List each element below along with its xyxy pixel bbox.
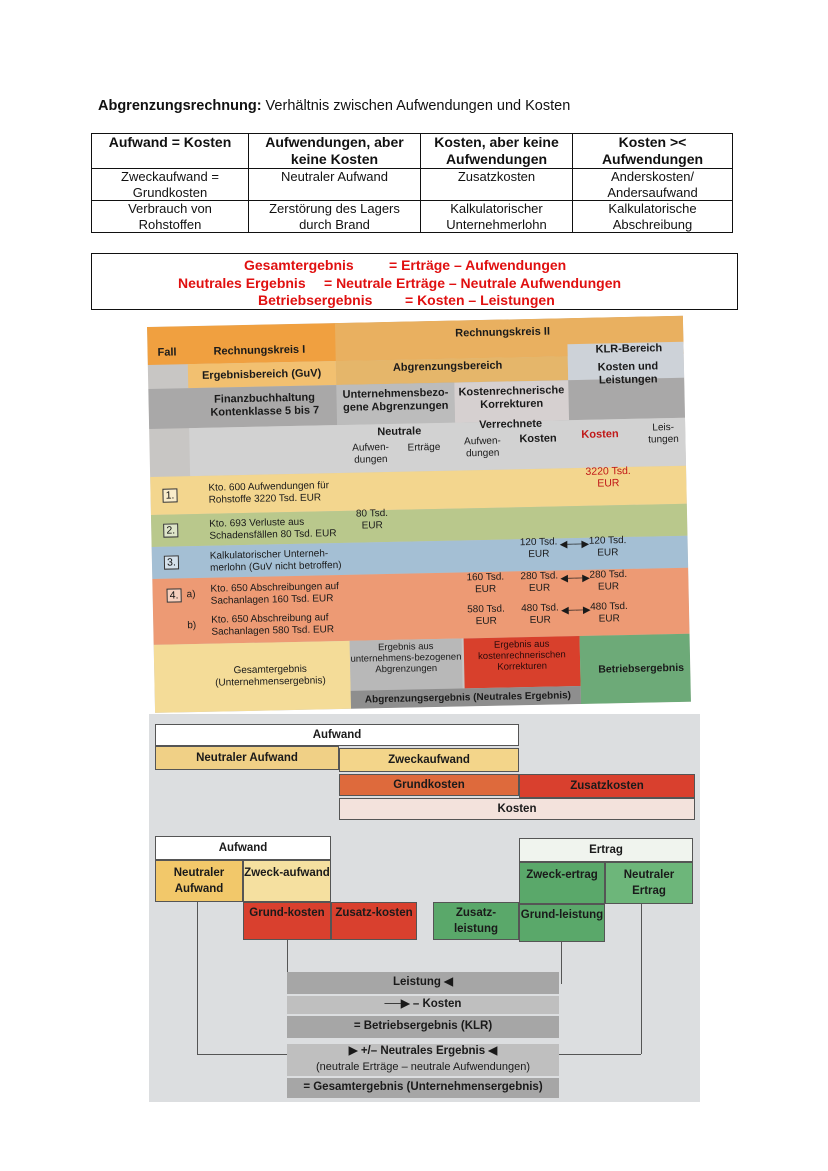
case-number: 2. <box>163 523 178 537</box>
table-cell: Kalkulatorischer Unternehmerlohn <box>421 201 573 233</box>
col-ertraege: Erträge <box>407 441 441 454</box>
arrow-icon: ◀──▶ <box>560 604 591 617</box>
finanzbuchhaltung-label: Finanzbuchhaltung Kontenklasse 5 bis 7 <box>210 391 320 419</box>
zusatzleistung-box: Zusatz-leistung <box>433 902 519 940</box>
table-cell: Zweckaufwand = Grundkosten <box>92 169 249 201</box>
table-header: Kosten, aber keine Aufwendungen <box>421 134 573 169</box>
arrow-left-icon: ◀ <box>488 1045 498 1057</box>
col-aufwendungen: Aufwen-dungen <box>352 441 390 466</box>
neutraler-ertrag-box: Neutraler Ertrag <box>605 862 693 904</box>
table-cell: Neutraler Aufwand <box>249 169 421 201</box>
case-number: 4. <box>166 588 181 602</box>
table-header: Aufwendungen, aber keine Kosten <box>249 134 421 169</box>
formula-right: = Neutrale Erträge – Neutrale Aufwendungen <box>324 274 622 291</box>
neutraler-aufwand-bar: Neutraler Aufwand <box>155 746 339 770</box>
table-cell: Anderskosten/ Andersaufwand <box>573 169 733 201</box>
gesamtergebnis-label: Gesamtergebnis (Unternehmensergebnis) <box>215 663 326 689</box>
arrow-right-icon: ▶ <box>348 1045 358 1057</box>
value-v4b-kosten: 480 Tsd. EUR <box>521 602 559 627</box>
table-cell: Kalkulatorische Abschreibung <box>573 201 733 233</box>
arrow-right-icon: ──▶ <box>384 998 410 1010</box>
table-cell: Zusatzkosten <box>421 169 573 201</box>
case-text: Kto. 650 Abschreibungen auf Sachanlagen 160 Tsd. EUR <box>210 581 340 607</box>
value-v4b: 580 Tsd. EUR <box>467 603 505 628</box>
formula-row <box>92 257 737 275</box>
betriebsergebnis-row: = Betriebsergebnis (KLR) <box>287 1016 559 1038</box>
betriebsergebnis-label: Betriebsergebnis <box>598 661 685 676</box>
ergebnis-kosten: Ergebnis aus kostenrechnerischen Korrekturen <box>464 636 581 688</box>
connector-line <box>561 942 562 984</box>
grundleistung-box: Grund-leistung <box>519 904 605 942</box>
col-aufwendungen-2: Aufwen-dungen <box>464 435 501 460</box>
ertrag-box: Ertrag <box>519 838 693 862</box>
case-text: Kalkulatorischer Unterneh-merlohn (GuV nicht betroffen) <box>209 548 342 574</box>
aufwand-box: Aufwand <box>155 836 331 860</box>
value-v4a-klr: 280 Tsd. EUR <box>589 569 628 593</box>
grundkosten-box: Grund-kosten <box>243 902 331 940</box>
neutrales-ergebnis-label: +/– Neutrales Ergebnis <box>360 1045 486 1057</box>
value-v4a: 160 Tsd. EUR <box>466 571 505 596</box>
arrow-icon: ◀──▶ <box>560 572 591 585</box>
value-v4b-klr: 480 Tsd. EUR <box>590 600 628 625</box>
heading-rest: Verhältnis zwischen Aufwendungen und Kosten <box>261 98 571 114</box>
connector-line <box>197 902 198 1054</box>
arrow-left-icon: ◀ <box>444 976 453 988</box>
table-row <box>92 201 733 233</box>
formula-right: = Erträge – Aufwendungen <box>389 257 567 273</box>
zweckaufwand-box: Zweck-aufwand <box>243 860 331 902</box>
formula-row <box>92 292 737 310</box>
rk2-label: Rechnungskreis II <box>455 325 551 340</box>
zweckertrag-box: Zweck-ertrag <box>519 862 605 904</box>
case-sub-a: a) <box>186 589 196 601</box>
table-cell: Zerstörung des Lagers durch Brand <box>249 201 421 233</box>
leistung-row <box>287 972 559 994</box>
formula-row <box>92 275 737 293</box>
table-header-row <box>92 134 733 169</box>
connector-line <box>287 940 288 976</box>
table-row <box>92 169 733 201</box>
connector-line <box>641 904 642 1054</box>
case-sub-b: b) <box>187 620 197 632</box>
case-number: 3. <box>164 555 179 569</box>
zusatzkosten-bar: Zusatzkosten <box>519 774 695 798</box>
formula-left: Neutrales Ergebnis <box>178 274 306 291</box>
aufwand-kosten-diagram-photo <box>149 714 700 1102</box>
aufwand-bar: Aufwand <box>155 724 519 746</box>
col-leistungen: Leis-tungen <box>648 421 679 446</box>
col-kosten: Kosten <box>519 432 557 446</box>
abgrenzungsbereich-label: Abgrenzungsbereich <box>392 359 503 374</box>
table-header: Aufwand = Kosten <box>92 134 249 169</box>
fall-label: Fall <box>157 346 177 359</box>
grundkosten-bar: Grundkosten <box>339 774 519 796</box>
gesamtergebnis-row: = Gesamtergebnis (Unternehmensergebnis) <box>287 1078 559 1098</box>
kosten-bar: Kosten <box>339 798 695 820</box>
zusatzkosten-box: Zusatz-kosten <box>331 902 417 940</box>
minus-kosten-row <box>287 996 559 1014</box>
leistung-label: Leistung <box>393 976 441 988</box>
case-text: Kto. 600 Aufwendungen für Rohstoffe 3220 Tsd. EUR <box>208 480 330 506</box>
klr-bereich-label: KLR-Bereich <box>595 342 663 356</box>
case-text: Kto. 693 Verluste aus Schadensfällen 80 Tsd. EUR <box>209 516 337 542</box>
kosten-leistungen-label: Kosten und Leistungen <box>597 360 659 387</box>
zweckaufwand-bar: Zweckaufwand <box>339 748 519 772</box>
case-text: Kto. 650 Abschreibung auf Sachanlagen 580 Tsd. EUR <box>211 612 335 638</box>
abgrenzungsergebnis-label: Abgrenzungsergebnis (Neutrales Ergebnis) <box>351 686 581 709</box>
value-v3: 120 Tsd. EUR <box>519 536 558 561</box>
minus-kosten-label: – Kosten <box>412 998 462 1010</box>
ergebnis-unternehmen: Ergebnis aus unternehmens-bezogenen Abgrenzungen <box>350 638 463 690</box>
case-number: 1. <box>162 488 177 502</box>
kostenrechnerisch-label: Kostenrechnerische Korrekturen <box>454 380 569 422</box>
formula-box <box>91 253 738 310</box>
comparison-table <box>91 133 733 233</box>
neutral-formula-row: (neutrale Erträge – neutrale Aufwendungen) <box>287 1060 559 1076</box>
col-kosten-klr: Kosten <box>581 428 619 441</box>
verrechnete-label: Verrechnete <box>479 417 543 432</box>
rk1-label: Rechnungskreis I <box>213 343 306 358</box>
abgrenzung-table-photo <box>147 316 691 713</box>
formula-left: Betriebsergebnis <box>258 292 373 308</box>
table-header: Kosten >< Aufwendungen <box>573 134 733 169</box>
value-v4a-kosten: 280 Tsd. EUR <box>520 570 559 595</box>
neutrales-ergebnis-row <box>287 1044 559 1060</box>
arrow-icon: ◀──▶ <box>559 538 590 551</box>
neutrale-label: Neutrale <box>377 425 422 439</box>
value-v2: 80 Tsd. EUR <box>355 507 389 532</box>
formula-left: Gesamtergebnis <box>244 257 354 273</box>
value-v1: 3220 Tsd. EUR <box>585 464 631 490</box>
value-v3-klr: 120 Tsd. EUR <box>588 535 627 559</box>
neutraler-aufwand-box: Neutraler Aufwand <box>155 860 243 902</box>
heading-bold: Abgrenzungsrechnung: <box>98 98 262 114</box>
page-heading <box>98 98 570 114</box>
unternehmensbezogen-label: Unternehmensbezo-gene Abgrenzungen <box>336 383 455 425</box>
table-cell: Verbrauch von Rohstoffen <box>92 201 249 233</box>
ergebnisbereich-label: Ergebnisbereich (GuV) <box>201 367 322 382</box>
formula-right: = Kosten – Leistungen <box>405 292 555 308</box>
